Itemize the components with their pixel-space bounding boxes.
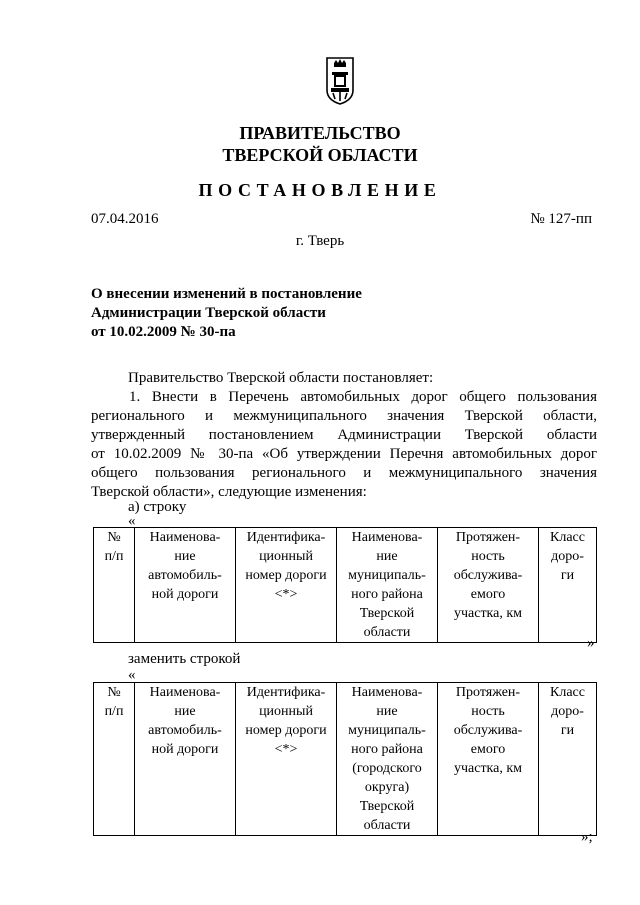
table-cell-length: Протяжен- ность обслужива- емого участка, км [438,683,539,836]
document-date: 07.04.2016 [91,211,159,227]
paragraph-line: утвержденный постановлением Администрации Тверской области [91,427,597,443]
table-cell-district: Наименова- ние муниципаль- ного района Тверской области [337,528,438,643]
replace-label: заменить строкой [128,651,241,667]
paragraph-line: 1. Внести в Перечень автомобильных дорог общего пользования [129,389,597,405]
document-subject [91,285,362,342]
table-row [94,683,597,836]
close-quote: » [587,635,595,651]
intro-text: Правительство Тверской области постановляет: [128,370,434,386]
table-cell-road-id: Идентифика- ционный номер дороги <*> [236,528,337,643]
paragraph-1 [91,388,597,502]
paragraph-line: от 10.02.2009 № 30-па «Об утверждении Перечня автомобильных дорог [91,446,597,462]
item-a-label: а) строку [128,499,187,515]
open-quote-2: « [128,667,136,683]
table-cell-district: Наименова- ние муниципаль- ного района (городского округа) Тверской области [337,683,438,836]
road-table-old-row [93,527,597,643]
table-cell-class: Класс доро- ги [539,528,597,643]
table-cell-number: № п/п [94,683,135,836]
table-cell-road-name: Наименова- ние автомобиль- ной дороги [135,528,236,643]
document-type: ПОСТАНОВЛЕНИЕ [198,180,442,200]
open-quote: « [128,513,136,529]
table-cell-road-name: Наименова- ние автомобиль- ной дороги [135,683,236,836]
paragraph-line: Тверской области», следующие изменения: [91,484,367,500]
government-title-line1: ПРАВИТЕЛЬСТВО [239,123,401,143]
table-cell-class: Класс доро- ги [539,683,597,836]
government-title-line2: ТВЕРСКОЙ ОБЛАСТИ [222,145,418,165]
paragraph-line: общего пользования регионального и межмуниципального значения [91,465,597,481]
subject-line2: Администрации Тверской области [91,305,326,321]
road-table-new-row [93,682,597,836]
subject-line1: О внесении изменений в постановление [91,286,362,302]
table-cell-length: Протяжен- ность обслужива- емого участка, км [438,528,539,643]
close-quote-2: »; [581,829,593,845]
table-row [94,528,597,643]
tver-coat-of-arms-icon [326,57,354,105]
table-cell-number: № п/п [94,528,135,643]
document-city: г. Тверь [295,233,345,249]
paragraph-line: регионального и межмуниципального значения Тверской области, [91,408,597,424]
document-number: № 127-пп [530,211,592,227]
table-cell-road-id: Идентифика- ционный номер дороги <*> [236,683,337,836]
subject-line3: от 10.02.2009 № 30-па [91,324,236,340]
